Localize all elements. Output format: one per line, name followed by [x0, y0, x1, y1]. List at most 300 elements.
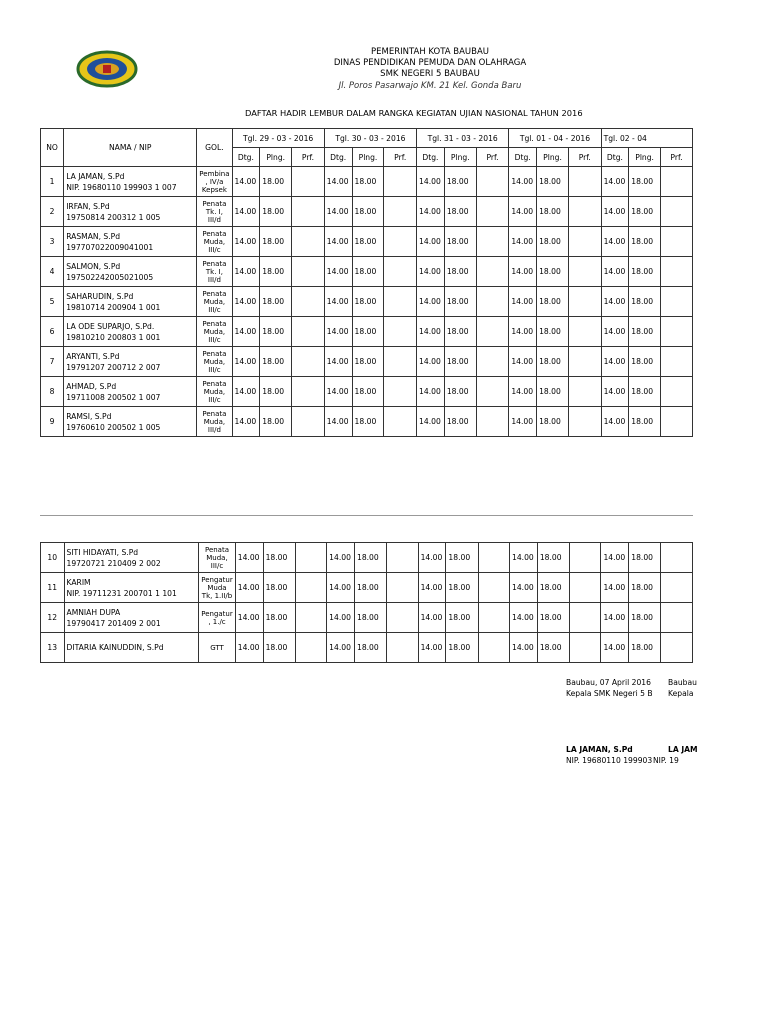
sub-header: Dtg.: [417, 148, 445, 167]
cell-plng: 18.00: [352, 257, 384, 287]
cell-prf: [660, 167, 692, 197]
cell-prf: [476, 197, 509, 227]
cell-prf: [568, 347, 601, 377]
cell-prf: [476, 287, 509, 317]
row-gol: Penata Muda, III/d: [197, 407, 232, 437]
row-nip: 197502242005021005: [66, 272, 154, 282]
row-name-nip: [64, 317, 197, 347]
cell-plng: 18.00: [263, 603, 295, 633]
row-no: 10: [41, 543, 65, 573]
cell-plng: 18.00: [260, 347, 292, 377]
cell-dtg: 14.00: [509, 227, 537, 257]
row-name: SITI HIDAYATI, S.Pd: [66, 547, 139, 557]
cell-prf: [568, 407, 601, 437]
row-name-nip: [64, 347, 197, 377]
cell-dtg: 14.00: [601, 227, 629, 257]
cell-prf: [478, 543, 510, 573]
row-gol: Penata Tk. I, III/d: [197, 257, 232, 287]
cell-dtg: 14.00: [324, 287, 352, 317]
cell-dtg: 14.00: [327, 543, 355, 573]
cell-dtg: 14.00: [232, 197, 260, 227]
cell-plng: 18.00: [537, 197, 569, 227]
col-name-header: NAMA / NIP: [64, 129, 197, 167]
row-name: RAMSI, S.Pd: [66, 411, 112, 421]
col-no-header: NO: [41, 129, 64, 167]
cell-dtg: 14.00: [509, 197, 537, 227]
cell-plng: 18.00: [352, 347, 384, 377]
row-name: ARYANTI, S.Pd: [66, 351, 120, 361]
date-header: Tgl. 30 - 03 - 2016: [324, 129, 416, 148]
cell-dtg: 14.00: [417, 197, 445, 227]
cell-dtg: 14.00: [417, 257, 445, 287]
table-row: [41, 167, 693, 197]
cell-plng: 18.00: [537, 407, 569, 437]
cell-plng: 18.00: [260, 257, 292, 287]
row-name-nip: [64, 377, 197, 407]
cell-dtg: 14.00: [324, 347, 352, 377]
table-row: [41, 377, 693, 407]
row-gol: Penata Muda, III/c: [197, 377, 232, 407]
cell-plng: 18.00: [352, 197, 384, 227]
cell-dtg: 14.00: [509, 377, 537, 407]
cell-dtg: 14.00: [418, 603, 446, 633]
cell-prf: [292, 257, 325, 287]
cell-prf: [387, 573, 419, 603]
cell-dtg: 14.00: [601, 633, 629, 663]
cell-plng: 18.00: [444, 197, 476, 227]
row-gol: Penata Muda, III/c: [197, 317, 232, 347]
row-no: 3: [41, 227, 64, 257]
cell-prf: [660, 287, 692, 317]
page-break-line: [40, 515, 693, 516]
cell-dtg: 14.00: [601, 573, 629, 603]
row-name: AMNIAH DUPA: [66, 607, 121, 617]
cell-prf: [387, 633, 419, 663]
cell-plng: 18.00: [446, 633, 478, 663]
row-gol: Pengatur Muda Tk, 1.II/b: [199, 573, 236, 603]
table-row: [41, 543, 693, 573]
table-row: [41, 347, 693, 377]
date-header: Tgl. 29 - 03 - 2016: [232, 129, 324, 148]
signature-place-date: Baubau, 07 April 2016: [566, 678, 651, 687]
cell-plng: 18.00: [537, 167, 569, 197]
cell-dtg: 14.00: [601, 287, 629, 317]
table-row: [41, 227, 693, 257]
cell-dtg: 14.00: [235, 603, 263, 633]
cell-plng: 18.00: [537, 317, 569, 347]
cell-plng: 18.00: [444, 227, 476, 257]
row-nip: NIP. 19711231 200701 1 101: [66, 588, 177, 598]
row-name-nip: [64, 197, 197, 227]
cell-plng: 18.00: [260, 197, 292, 227]
cell-prf: [292, 407, 325, 437]
cell-dtg: 14.00: [324, 257, 352, 287]
cell-plng: 18.00: [444, 347, 476, 377]
cell-plng: 18.00: [629, 197, 661, 227]
cell-prf: [384, 407, 417, 437]
cell-plng: 18.00: [352, 167, 384, 197]
cell-dtg: 14.00: [509, 287, 537, 317]
table-row: [41, 257, 693, 287]
sub-header: Dtg.: [509, 148, 537, 167]
cell-prf: [384, 227, 417, 257]
cell-plng: 18.00: [260, 407, 292, 437]
row-nip: 19810714 200904 1 001: [66, 302, 161, 312]
school-emblem-icon: [76, 50, 138, 88]
row-name: RASMAN, S.Pd: [66, 231, 121, 241]
cell-prf: [476, 257, 509, 287]
signature-name-2: LA JAM: [668, 745, 698, 754]
cell-prf: [568, 287, 601, 317]
cell-dtg: 14.00: [509, 347, 537, 377]
cell-dtg: 14.00: [327, 633, 355, 663]
cell-dtg: 14.00: [232, 257, 260, 287]
attendance-table-top: [40, 128, 693, 444]
cell-prf: [660, 377, 692, 407]
cell-plng: 18.00: [352, 227, 384, 257]
cell-plng: 18.00: [444, 167, 476, 197]
signature-role: Kepala SMK Negeri 5 B: [566, 689, 653, 698]
date-header: Tgl. 31 - 03 - 2016: [417, 129, 509, 148]
cell-dtg: 14.00: [418, 543, 446, 573]
cell-prf: [295, 633, 327, 663]
cell-plng: 18.00: [537, 347, 569, 377]
cell-prf: [292, 347, 325, 377]
row-no: 6: [41, 317, 64, 347]
cell-dtg: 14.00: [509, 167, 537, 197]
cell-plng: 18.00: [537, 257, 569, 287]
header-line-1: PEMERINTAH KOTA BAUBAU: [371, 47, 489, 57]
cell-dtg: 14.00: [232, 377, 260, 407]
cell-prf: [295, 573, 327, 603]
sub-header: Prf.: [292, 148, 325, 167]
row-name: LA JAMAN, S.Pd: [66, 171, 125, 181]
cell-plng: 18.00: [260, 317, 292, 347]
signature-nip: NIP. 19680110 199903: [566, 756, 653, 765]
row-nip: 19750814 200312 1 005: [66, 212, 161, 222]
cell-prf: [569, 603, 601, 633]
cell-prf: [384, 257, 417, 287]
cell-prf: [384, 287, 417, 317]
cell-plng: 18.00: [446, 573, 478, 603]
table-row: [41, 633, 693, 663]
cell-plng: 18.00: [537, 573, 569, 603]
cell-plng: 18.00: [537, 543, 569, 573]
cell-prf: [387, 543, 419, 573]
cell-dtg: 14.00: [510, 603, 538, 633]
row-name-nip: [64, 543, 199, 573]
cell-dtg: 14.00: [510, 543, 538, 573]
cell-plng: 18.00: [354, 603, 386, 633]
cell-plng: 18.00: [260, 287, 292, 317]
row-nip: 19711008 200502 1 007: [66, 392, 161, 402]
cell-prf: [292, 167, 325, 197]
cell-prf: [476, 377, 509, 407]
cell-dtg: 14.00: [601, 257, 629, 287]
row-nip: NIP. 19680110 199903 1 007: [66, 182, 177, 192]
cell-dtg: 14.00: [510, 573, 538, 603]
row-gol: Penata Muda, III/c: [197, 287, 232, 317]
row-name-nip: [64, 287, 197, 317]
cell-prf: [568, 227, 601, 257]
cell-prf: [568, 317, 601, 347]
table-row: [41, 317, 693, 347]
sub-header: Plng.: [629, 148, 661, 167]
row-no: 13: [41, 633, 65, 663]
row-no: 2: [41, 197, 64, 227]
row-nip: 19790417 201409 2 001: [66, 618, 161, 628]
cell-dtg: 14.00: [418, 633, 446, 663]
table-row: [41, 573, 693, 603]
cell-plng: 18.00: [537, 287, 569, 317]
cell-plng: 18.00: [629, 543, 661, 573]
cell-prf: [661, 633, 693, 663]
cell-dtg: 14.00: [601, 317, 629, 347]
row-gol: Penata Muda, III/c: [197, 347, 232, 377]
cell-prf: [568, 257, 601, 287]
row-nip: 197707022009041001: [66, 242, 154, 252]
document-title: DAFTAR HADIR LEMBUR DALAM RANGKA KEGIATAN UJIAN NASIONAL TAHUN 2016: [245, 108, 583, 118]
sub-header: Prf.: [568, 148, 601, 167]
cell-dtg: 14.00: [324, 377, 352, 407]
row-name: LA ODE SUPARJO, S.Pd.: [66, 321, 155, 331]
cell-plng: 18.00: [629, 257, 661, 287]
row-name: KARIM: [66, 577, 91, 587]
cell-dtg: 14.00: [327, 603, 355, 633]
row-name: SALMON, S.Pd: [66, 261, 121, 271]
cell-dtg: 14.00: [601, 167, 629, 197]
cell-prf: [478, 573, 510, 603]
cell-dtg: 14.00: [232, 317, 260, 347]
cell-prf: [292, 377, 325, 407]
row-no: 11: [41, 573, 65, 603]
cell-prf: [569, 573, 601, 603]
cell-dtg: 14.00: [601, 377, 629, 407]
cell-plng: 18.00: [629, 633, 661, 663]
row-name: AHMAD, S.Pd: [66, 381, 117, 391]
row-nip: 19720721 210409 2 002: [66, 558, 161, 568]
cell-dtg: 14.00: [417, 227, 445, 257]
header-line-3: SMK NEGERI 5 BAUBAU: [380, 69, 480, 79]
signature-name: LA JAMAN, S.Pd: [566, 745, 633, 754]
cell-plng: 18.00: [444, 287, 476, 317]
cell-plng: 18.00: [263, 573, 295, 603]
cell-plng: 18.00: [629, 573, 661, 603]
cell-dtg: 14.00: [235, 573, 263, 603]
cell-prf: [569, 543, 601, 573]
cell-dtg: 14.00: [601, 603, 629, 633]
cell-plng: 18.00: [444, 257, 476, 287]
cell-prf: [292, 197, 325, 227]
cell-dtg: 14.00: [601, 197, 629, 227]
cell-plng: 18.00: [352, 377, 384, 407]
cell-dtg: 14.00: [417, 167, 445, 197]
row-no: 1: [41, 167, 64, 197]
row-gol: GTT: [199, 633, 236, 663]
row-no: 7: [41, 347, 64, 377]
sub-header: Prf.: [476, 148, 509, 167]
cell-prf: [478, 633, 510, 663]
cell-dtg: 14.00: [417, 407, 445, 437]
cell-prf: [292, 287, 325, 317]
cell-dtg: 14.00: [324, 227, 352, 257]
cell-prf: [292, 317, 325, 347]
cell-plng: 18.00: [260, 377, 292, 407]
cell-prf: [568, 197, 601, 227]
row-name-nip: [64, 633, 199, 663]
sub-header: Plng.: [537, 148, 569, 167]
row-no: 4: [41, 257, 64, 287]
date-header: Tgl. 01 - 04 - 2016: [509, 129, 601, 148]
cell-plng: 18.00: [629, 347, 661, 377]
cell-prf: [660, 407, 692, 437]
cell-prf: [384, 347, 417, 377]
row-nip: 19810210 200803 1 001: [66, 332, 161, 342]
cell-plng: 18.00: [629, 377, 661, 407]
cell-plng: 18.00: [629, 317, 661, 347]
row-no: 5: [41, 287, 64, 317]
cell-plng: 18.00: [263, 543, 295, 573]
header-address: Jl. Poros Pasarwajo KM. 21 Kel. Gonda Baru: [338, 81, 522, 91]
cell-plng: 18.00: [352, 317, 384, 347]
cell-dtg: 14.00: [510, 633, 538, 663]
table-row: [41, 287, 693, 317]
cell-prf: [660, 227, 692, 257]
col-gol-header: GOL.: [197, 129, 232, 167]
cell-prf: [660, 317, 692, 347]
cell-dtg: 14.00: [417, 377, 445, 407]
cell-plng: 18.00: [354, 633, 386, 663]
cell-prf: [660, 197, 692, 227]
sub-header: Plng.: [444, 148, 476, 167]
row-name-nip: [64, 227, 197, 257]
table-row: [41, 407, 693, 437]
cell-plng: 18.00: [444, 407, 476, 437]
cell-prf: [295, 543, 327, 573]
cell-prf: [569, 633, 601, 663]
row-gol: Penata Muda, III/c: [199, 543, 236, 573]
cell-dtg: 14.00: [417, 347, 445, 377]
cell-prf: [384, 197, 417, 227]
cell-plng: 18.00: [629, 603, 661, 633]
row-gol: Penata Tk. I, III/d: [197, 197, 232, 227]
sub-header: Dtg.: [232, 148, 260, 167]
cell-dtg: 14.00: [235, 633, 263, 663]
attendance-table-bottom: [40, 542, 693, 666]
cell-dtg: 14.00: [509, 317, 537, 347]
row-name-nip: [64, 167, 197, 197]
cell-dtg: 14.00: [417, 287, 445, 317]
cell-dtg: 14.00: [232, 407, 260, 437]
cell-plng: 18.00: [260, 227, 292, 257]
cell-dtg: 14.00: [232, 167, 260, 197]
cell-dtg: 14.00: [324, 197, 352, 227]
cell-prf: [387, 603, 419, 633]
cell-dtg: 14.00: [601, 347, 629, 377]
row-name: SAHARUDIN, S.Pd: [66, 291, 134, 301]
cell-plng: 18.00: [354, 573, 386, 603]
row-nip: 19760610 200502 1 005: [66, 422, 161, 432]
cell-plng: 18.00: [446, 543, 478, 573]
cell-prf: [476, 407, 509, 437]
cell-plng: 18.00: [354, 543, 386, 573]
cell-plng: 18.00: [537, 603, 569, 633]
cell-prf: [384, 377, 417, 407]
cell-dtg: 14.00: [324, 317, 352, 347]
cell-prf: [660, 257, 692, 287]
signature-nip-2: NIP. 19: [653, 756, 679, 765]
sub-header: Plng.: [260, 148, 292, 167]
cell-dtg: 14.00: [509, 257, 537, 287]
cell-plng: 18.00: [446, 603, 478, 633]
cell-prf: [292, 227, 325, 257]
cell-dtg: 14.00: [324, 407, 352, 437]
cell-dtg: 14.00: [601, 543, 629, 573]
cell-dtg: 14.00: [601, 407, 629, 437]
cell-plng: 18.00: [629, 287, 661, 317]
cell-prf: [478, 603, 510, 633]
cell-prf: [661, 573, 693, 603]
cell-prf: [295, 603, 327, 633]
cell-plng: 18.00: [444, 377, 476, 407]
cell-prf: [476, 167, 509, 197]
row-gol: Pembina , IV/a Kepsek: [197, 167, 232, 197]
row-gol: Pengatur , 1./c: [199, 603, 236, 633]
sub-header: Plng.: [352, 148, 384, 167]
cell-plng: 18.00: [263, 633, 295, 663]
cell-dtg: 14.00: [509, 407, 537, 437]
cell-prf: [384, 317, 417, 347]
row-gol: Penata Muda, III/c: [197, 227, 232, 257]
row-nip: 19791207 200712 2 007: [66, 362, 161, 372]
cell-plng: 18.00: [537, 377, 569, 407]
cell-plng: 18.00: [537, 227, 569, 257]
cell-plng: 18.00: [629, 227, 661, 257]
cell-plng: 18.00: [444, 317, 476, 347]
cell-prf: [384, 167, 417, 197]
cell-plng: 18.00: [352, 407, 384, 437]
row-no: 12: [41, 603, 65, 633]
row-name-nip: [64, 603, 199, 633]
cell-prf: [568, 377, 601, 407]
cell-plng: 18.00: [629, 167, 661, 197]
cell-prf: [661, 543, 693, 573]
cell-prf: [568, 167, 601, 197]
cell-plng: 18.00: [537, 633, 569, 663]
attendance-table-continued: [40, 542, 693, 663]
date-header: Tgl. 02 - 04: [601, 129, 692, 148]
sub-header: Prf.: [660, 148, 692, 167]
cell-dtg: 14.00: [235, 543, 263, 573]
table-row: [41, 603, 693, 633]
sub-header: Prf.: [384, 148, 417, 167]
cell-plng: 18.00: [260, 167, 292, 197]
cell-prf: [661, 603, 693, 633]
cell-dtg: 14.00: [324, 167, 352, 197]
row-name-nip: [64, 257, 197, 287]
cell-prf: [476, 347, 509, 377]
cell-plng: 18.00: [629, 407, 661, 437]
sub-header: Dtg.: [601, 148, 629, 167]
signature-place-date-2: Baubau: [668, 678, 697, 687]
sub-header: Dtg.: [324, 148, 352, 167]
attendance-table: [40, 128, 693, 437]
header-line-2: DINAS PENDIDIKAN PEMUDA DAN OLAHRAGA: [333, 58, 527, 68]
cell-prf: [660, 347, 692, 377]
row-no: 9: [41, 407, 64, 437]
table-row: [41, 197, 693, 227]
row-name: DITARIA KAINUDDIN, S.Pd: [66, 643, 164, 652]
